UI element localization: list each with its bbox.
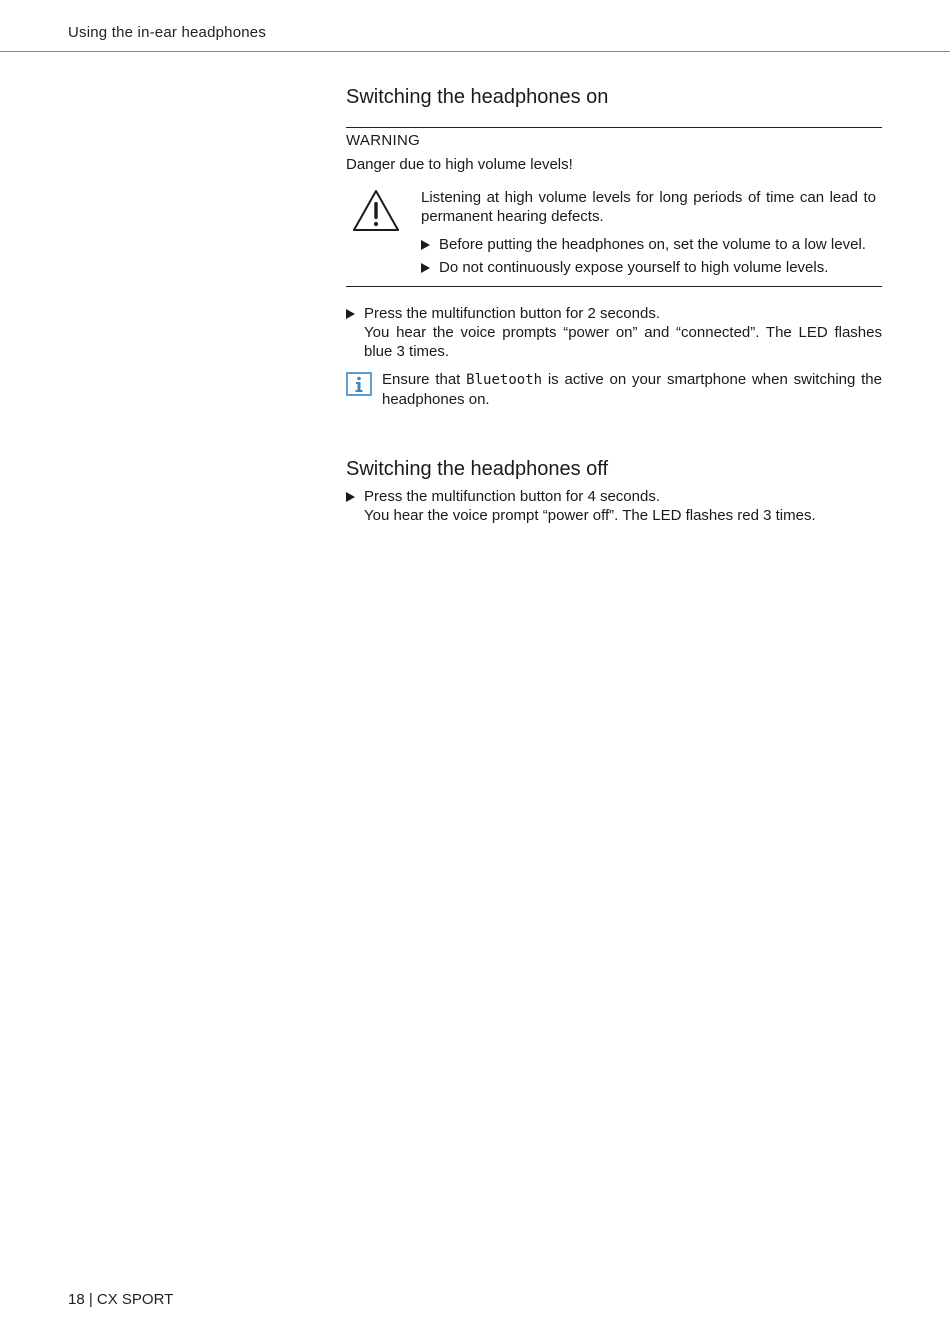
warning-bullet-text: Do not continuously expose yourself to high volume levels. — [439, 259, 829, 276]
warning-bullet — [421, 258, 882, 277]
warning-text: Listening at high volume levels for long periods of time can lead to permanent hearing defects. — [421, 189, 876, 225]
step-result: You hear the voice prompts “power on” and “connected”. The LED flashes blue 3 times. — [364, 324, 882, 360]
instruction-step-on — [346, 304, 882, 361]
bullet-arrow-icon — [346, 492, 355, 502]
running-header: Using the in-ear headphones — [68, 24, 267, 41]
warning-subtitle: Danger due to high volume levels! — [346, 156, 573, 173]
instruction-step-off — [346, 487, 882, 525]
info-text-before: Ensure that — [382, 371, 467, 388]
warning-label: WARNING — [346, 132, 421, 149]
step-result: You hear the voice prompt “power off”. The LED flashes red 3 times. — [364, 507, 816, 524]
info-icon — [346, 372, 372, 396]
step-instruction: Press the multifunction button for 2 seconds. — [364, 305, 660, 322]
step-instruction: Press the multifunction button for 4 seconds. — [364, 488, 660, 505]
header-divider — [0, 51, 950, 52]
info-text — [382, 370, 882, 409]
warning-body — [346, 188, 882, 277]
warning-block — [346, 127, 882, 287]
info-text-after: is active on your smartphone when switching the headphones on. — [382, 371, 882, 408]
bluetooth-brand: Bluetooth — [466, 372, 543, 388]
page-footer: 18 | CX SPORT — [68, 1291, 174, 1308]
warning-bullet-text: Before putting the headphones on, set the volume to a low level. — [439, 236, 866, 253]
bullet-arrow-icon — [346, 309, 355, 319]
bullet-arrow-icon — [421, 240, 430, 250]
heading-switching-off: Switching the headphones off — [346, 458, 609, 480]
warning-triangle-icon — [351, 188, 401, 234]
main-content — [346, 84, 882, 525]
warning-bullet — [421, 235, 882, 254]
info-note — [346, 370, 882, 409]
bullet-arrow-icon — [421, 263, 430, 273]
heading-switching-on: Switching the headphones on — [346, 86, 609, 108]
